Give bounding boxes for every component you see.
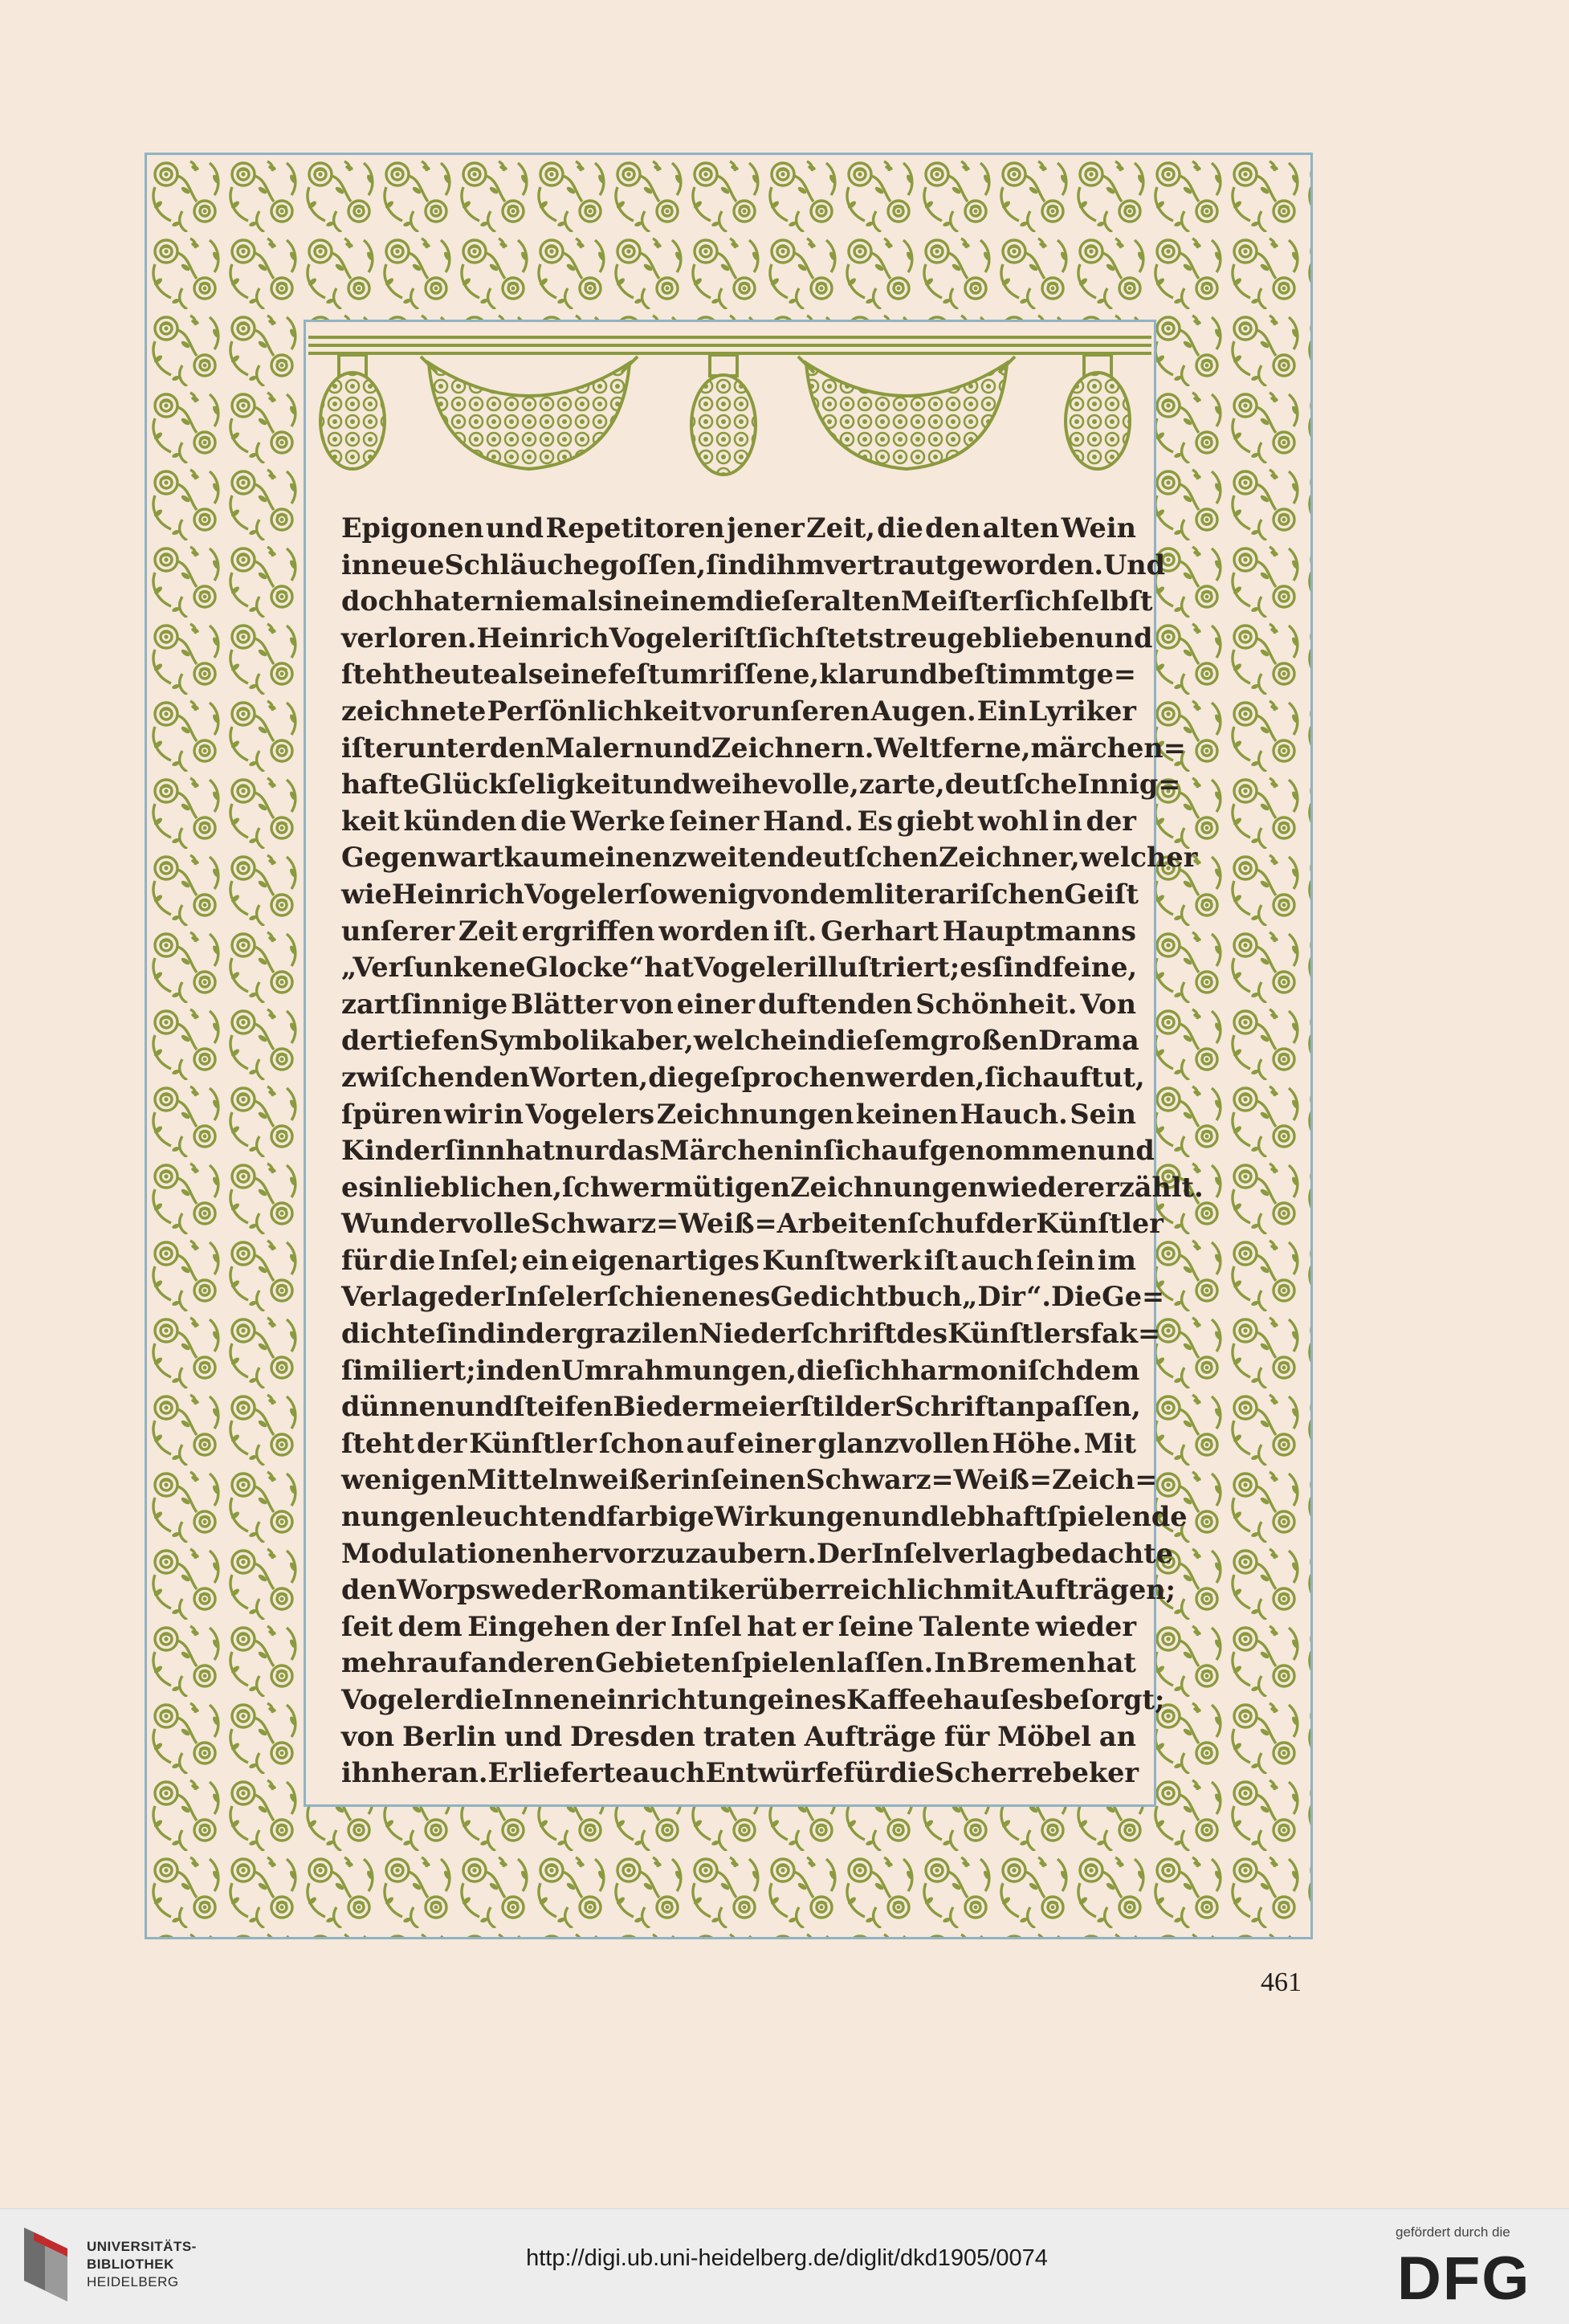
text-line: Kinderſinn hat nur das Märchen in ſich aufgenommen und bbox=[341, 1135, 1155, 1167]
text-line: zartſinnige Blätter von einer duftenden Schönheit. Von bbox=[341, 988, 1136, 1020]
text-line: ſteht der Künſtler ſchon auf einer glanzvollen Höhe. Mit bbox=[341, 1427, 1136, 1459]
text-line: Vogeler die Inneneinrichtung eines Kaffeehauſes beſorgt; bbox=[341, 1684, 1165, 1715]
source-url-link[interactable]: http://digi.ub.uni-heidelberg.de/diglit/dkd1905/0074 bbox=[526, 2245, 1048, 2271]
text-line: ſteht heute als eine feſt umriſſene, klar und beſtimmt ge= bbox=[341, 658, 1136, 691]
text-line: wenigen Mitteln weiß er in ſeinen Schwarz=Weiß=Zeich= bbox=[341, 1464, 1158, 1496]
text-line: von Berlin und Dresden traten Aufträge für Möbel an bbox=[341, 1720, 1136, 1752]
funding-caption: gefördert durch die bbox=[1396, 2224, 1510, 2240]
text-line: Verlage der Inſel erſchienenes Gedichtbuch „Dir“. Die Ge= bbox=[341, 1281, 1165, 1313]
text-line: es in lieblichen, ſchwermütigen Zeichnungen wiedererzählt. bbox=[341, 1171, 1204, 1203]
text-line: ihn heran. Er lieferte auch Entwürfe für die Scherrebeker bbox=[341, 1757, 1139, 1789]
institution-line-2: BIBLIOTHEK bbox=[87, 2257, 174, 2272]
text-line: hafte Glückſeligkeit und weihevolle, zarte, deutſche Innig= bbox=[341, 769, 1181, 801]
institution-line-3: HEIDELBERG bbox=[87, 2274, 179, 2289]
text-line: unſerer Zeit ergriffen worden iſt. Gerhart Hauptmanns bbox=[341, 915, 1136, 947]
text-line: Epigonen und Repetitoren jener Zeit, die den alten Wein bbox=[341, 512, 1136, 544]
text-line: ſpüren wir in Vogelers Zeichnungen keinen Hauch. Sein bbox=[341, 1098, 1136, 1130]
text-line: ſimiliert; in den Umrahmungen, die ſich harmoniſch dem bbox=[341, 1354, 1140, 1386]
text-line: ſeit dem Eingehen der Inſel hat er ſeine Talente wieder bbox=[341, 1610, 1136, 1642]
institution-name bbox=[87, 2238, 197, 2291]
text-line: iſt er unter den Malern und Zeichnern. Weltferne, märchen= bbox=[341, 732, 1186, 764]
text-line: in neue Schläuche goſſen, ſind ihm vertraut geworden. Und bbox=[341, 548, 1166, 581]
text-line: keit künden die Werke ſeiner Hand. Es giebt wohl in der bbox=[341, 805, 1136, 837]
page-number: 461 bbox=[1261, 1967, 1302, 1997]
garland-ornament bbox=[308, 324, 1151, 506]
text-line: den Worpsweder Romantiker überreichlich mit Aufträgen; bbox=[341, 1574, 1176, 1606]
text-line: zwiſchen den Worten, die geſprochen werden, ſich auftut, bbox=[341, 1061, 1145, 1093]
text-line: der tiefen Symbolik aber, welche in dieſem großen Drama bbox=[341, 1025, 1139, 1057]
text-line: wie Heinrich Vogeler ſo wenig von dem literariſchen Geiſt bbox=[341, 878, 1139, 910]
text-line: Wundervolle Schwarz=Weiß=Arbeiten ſchuf der Künſtler bbox=[341, 1208, 1164, 1240]
text-line: dichte ſind in der grazilen Niederſchrift des Künſtlers fak= bbox=[341, 1318, 1161, 1350]
dfg-logo: DFG bbox=[1397, 2244, 1531, 2313]
text-line: doch hat er niemals in einem dieſer alten Meiſter ſich ſelbſt bbox=[341, 585, 1153, 618]
text-line: mehr auf anderen Gebieten ſpielen laſſen. In Bremen hat bbox=[341, 1647, 1136, 1679]
text-line: für die Inſel; ein eigenartiges Kunſtwerk iſt auch ſein im bbox=[341, 1244, 1136, 1276]
text-line: Modulationen hervorzuzaubern. Der Inſelverlag bedachte bbox=[341, 1537, 1174, 1569]
text-line: verloren. Heinrich Vogeler iſt ſich ſtets treu geblieben und bbox=[341, 622, 1153, 654]
institution-line-1: UNIVERSITÄTS- bbox=[87, 2239, 197, 2254]
text-line: „Verſunkene Glocke“ hat Vogeler illuſtriert; es ſind feine, bbox=[341, 952, 1138, 984]
text-line: zeichnete Perſönlichkeit vor unſeren Augen. Ein Lyriker bbox=[341, 695, 1136, 727]
text-line: dünnen und ſteifen Biedermeierſtil der Schrift anpaſſen, bbox=[341, 1391, 1141, 1423]
body-text bbox=[341, 510, 1204, 1792]
text-line: Gegenwart kaum einen zweiten deutſchen Zeichner, welcher bbox=[341, 842, 1198, 874]
text-line: nungen leuchtend farbige Wirkungen und lebhaft ſpielende bbox=[341, 1501, 1188, 1533]
university-logo-icon bbox=[18, 2224, 75, 2305]
